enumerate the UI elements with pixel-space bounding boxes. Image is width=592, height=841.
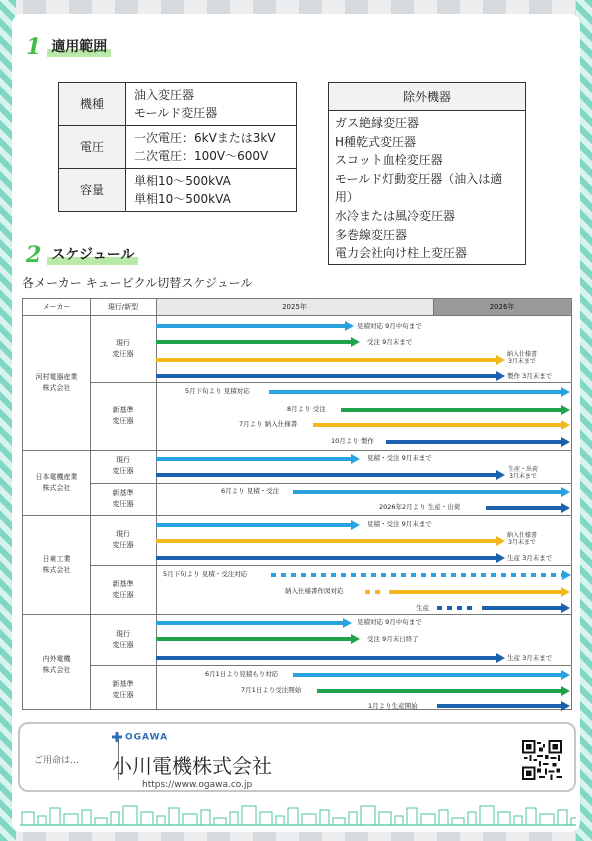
- bar-navy: [386, 440, 562, 444]
- spec-row: [59, 169, 297, 212]
- building-outline: [468, 812, 476, 825]
- header-2026: 2026年: [433, 299, 571, 316]
- section-title: 適用範囲: [47, 36, 111, 57]
- label: 8月より 受注: [287, 405, 326, 413]
- building-outline: [38, 816, 46, 825]
- building-outline: [540, 814, 554, 825]
- label: 生産 3月末まで: [507, 554, 553, 562]
- building-outline: [95, 818, 107, 825]
- label: 7月1日より受注開始: [241, 686, 302, 694]
- building-outline: [349, 812, 357, 825]
- bar-yellow: [389, 590, 562, 594]
- status-new: [90, 679, 156, 701]
- section-title: スケジュール: [47, 244, 138, 265]
- building-outline: [50, 808, 60, 825]
- label: 5月下旬より 見積・受注対応: [163, 570, 248, 578]
- label-line: 納入仕様書: [507, 532, 538, 539]
- status-current: [90, 629, 156, 651]
- building-outline: [64, 814, 78, 825]
- header-status: 現行/新型: [90, 299, 156, 316]
- label: 受注 9月末まで: [367, 338, 413, 346]
- maker-nihon-denki: [23, 472, 90, 494]
- spec-line: 油入変圧器: [134, 88, 195, 102]
- spec-value: [126, 126, 297, 169]
- building-outline: [361, 806, 375, 825]
- spec-header: 容量: [59, 169, 126, 212]
- qr-code-icon[interactable]: [522, 740, 562, 780]
- label: 1月より生産開始: [368, 702, 418, 710]
- status-line: 変圧器: [112, 467, 134, 475]
- status-line: 変圧器: [112, 500, 134, 508]
- building-outline: [498, 812, 510, 825]
- building-outline: [379, 812, 391, 825]
- label: 10月より 製作: [331, 437, 374, 445]
- website-link[interactable]: https://www.ogawa.co.jp: [142, 780, 253, 790]
- status-line: 新基準: [112, 406, 134, 414]
- grid-line: [23, 515, 571, 516]
- footer-contact-box: [18, 722, 576, 792]
- bar-navy: [156, 473, 497, 477]
- label: 見積・受注 9月末まで: [367, 520, 432, 528]
- spec-row: [59, 126, 297, 169]
- excluded-equipment-box: [328, 82, 526, 265]
- excluded-item: スコット血栓変圧器: [335, 153, 443, 168]
- bar-blue: [293, 490, 562, 494]
- building-outline: [302, 814, 316, 825]
- building-outline: [82, 810, 91, 825]
- spec-line: 一次電圧：6kVまたは3kV: [134, 131, 276, 145]
- spec-line: モールド変圧器: [134, 106, 218, 120]
- maker-naigai: [23, 654, 90, 676]
- status-new: [90, 488, 156, 510]
- header-maker: メーカー: [23, 299, 90, 316]
- building-outline: [169, 808, 179, 825]
- maker-name-line: 日本電機産業: [35, 473, 78, 481]
- excluded-item: モールド灯動変圧器（油入は適用）: [335, 171, 503, 205]
- maker-name-line: 河村電器産業: [35, 373, 78, 381]
- spec-header: 機種: [59, 83, 126, 126]
- building-outline: [183, 814, 197, 825]
- building-outline: [288, 808, 298, 825]
- status-line: 現行: [116, 339, 130, 347]
- maker-nitto: [23, 554, 90, 576]
- building-outline: [320, 810, 329, 825]
- building-outline: [214, 818, 226, 825]
- maker-name-line: 株式会社: [42, 384, 71, 392]
- schedule-subtitle: 各メーカー キュービクル切替スケジュール: [22, 276, 253, 290]
- status-current: [90, 338, 156, 360]
- maker-name-line: 株式会社: [42, 484, 71, 492]
- bar-blue: [156, 523, 352, 527]
- bar-navy: [437, 704, 562, 708]
- grid-line: [90, 565, 571, 566]
- building-outline: [421, 814, 435, 825]
- status-current: [90, 455, 156, 477]
- spec-line: 単相10～500kVA: [134, 192, 231, 206]
- status-line: 変圧器: [112, 417, 134, 425]
- label: [507, 533, 537, 546]
- status-line: 変圧器: [112, 641, 134, 649]
- label-line: 生産・出荷: [508, 466, 539, 473]
- section-2-heading: [26, 242, 138, 268]
- excluded-title: 除外機器: [329, 83, 525, 111]
- ogawa-logo: [112, 732, 168, 743]
- spec-row: [59, 83, 297, 126]
- label: 2026年2月より 生産・出荷: [379, 503, 461, 511]
- label: [507, 352, 537, 365]
- building-outline: [480, 806, 494, 825]
- bar-blue: [156, 324, 346, 328]
- townscape-illustration: [20, 802, 576, 826]
- status-line: 変圧器: [112, 691, 134, 699]
- bar-green: [156, 340, 352, 344]
- bar-blue: [293, 673, 562, 677]
- building-outline: [407, 808, 417, 825]
- spec-header: 電圧: [59, 126, 126, 169]
- bar-blue-dashed: [271, 573, 562, 577]
- bar-navy: [156, 656, 497, 660]
- building-outline: [242, 806, 256, 825]
- label: 生産 3月末まで: [507, 654, 553, 662]
- bar-blue: [156, 621, 344, 625]
- excluded-item: H種乾式変圧器: [335, 134, 417, 149]
- bar-green: [156, 637, 352, 641]
- bar-yellow: [313, 423, 562, 427]
- bar-blue: [269, 390, 562, 394]
- building-outline: [157, 816, 165, 825]
- bar-navy: [486, 506, 562, 510]
- building-outline: [201, 810, 210, 825]
- label: 見積・受注 9月末まで: [367, 454, 432, 462]
- label-line: 3月末まで: [508, 357, 536, 365]
- label: 受注 9月末日終了: [367, 635, 419, 643]
- label: 6月1日より見積もり対応: [205, 670, 279, 678]
- excluded-item: 電力会社向け柱上変圧器: [335, 246, 468, 261]
- building-outline: [452, 818, 464, 825]
- label-line: 3月末まで: [508, 538, 536, 546]
- schedule-gantt: [22, 298, 572, 710]
- building-outline: [123, 806, 137, 825]
- label-line: 3月末まで: [509, 472, 537, 480]
- building-outline: [260, 812, 272, 825]
- label: 製作 3月末まで: [507, 372, 553, 380]
- maker-kawamura: [23, 372, 90, 394]
- building-outline: [230, 812, 238, 825]
- status-line: 新基準: [112, 580, 134, 588]
- section-number: 2: [26, 242, 42, 268]
- label: 見積対応 9月中旬まで: [357, 322, 422, 330]
- spec-value: [126, 83, 297, 126]
- building-outline: [514, 816, 522, 825]
- excluded-item: 水冷または風冷変圧器: [335, 208, 456, 223]
- status-new: [90, 579, 156, 601]
- status-line: 変圧器: [112, 541, 134, 549]
- section-number: 1: [26, 34, 42, 60]
- label: 生産: [416, 604, 429, 612]
- grid-line: [23, 450, 571, 451]
- excluded-list: [329, 111, 525, 264]
- building-outline: [141, 812, 153, 825]
- section-1-heading: [26, 34, 111, 60]
- arrow-head: [562, 570, 571, 580]
- building-outline: [333, 818, 345, 825]
- company-name: 小川電機株式会社: [112, 754, 272, 778]
- maker-name-line: 日東工業: [42, 555, 71, 563]
- building-outline: [526, 808, 536, 825]
- maker-name-line: 内外電機: [42, 655, 71, 663]
- bar-navy: [156, 556, 497, 560]
- building-outline: [439, 810, 448, 825]
- excluded-item: 多巻線変圧器: [335, 227, 408, 242]
- ogawa-logo-icon: [112, 732, 122, 742]
- bar-blue: [156, 457, 352, 461]
- label: 7月より 納入仕様書: [239, 420, 298, 428]
- label: 見積対応 9月中旬まで: [357, 618, 422, 626]
- bar-yellow-dashed: [365, 590, 381, 594]
- grid-line: [90, 483, 571, 484]
- status-line: 現行: [116, 630, 130, 638]
- building-outline: [571, 818, 576, 825]
- label-line: 納入仕様書: [507, 351, 538, 358]
- label: 納入仕様書作図対応: [285, 587, 344, 595]
- grid-line: [90, 665, 571, 666]
- bar-yellow: [156, 358, 497, 362]
- building-outline: [395, 816, 403, 825]
- status-line: 新基準: [112, 489, 134, 497]
- status-line: 変圧器: [112, 591, 134, 599]
- contact-label: ご用命は…: [34, 756, 80, 766]
- spec-value: [126, 169, 297, 212]
- spec-table: [58, 82, 297, 212]
- bar-yellow: [156, 539, 497, 543]
- bar-green: [341, 408, 562, 412]
- spec-line: 二次電圧：100V～600V: [134, 149, 269, 163]
- building-outline: [276, 816, 284, 825]
- status-line: 現行: [116, 530, 130, 538]
- building-outline: [22, 812, 34, 825]
- bar-navy: [482, 606, 562, 610]
- logo-text: OGAWA: [125, 732, 169, 743]
- status-line: 変圧器: [112, 350, 134, 358]
- grid-line: [90, 382, 571, 383]
- grid-line: [433, 299, 434, 316]
- status-current: [90, 529, 156, 551]
- spec-line: 単相10～500kVA: [134, 174, 231, 188]
- building-outline: [111, 812, 119, 825]
- maker-name-line: 株式会社: [42, 566, 71, 574]
- status-line: 新基準: [112, 680, 134, 688]
- status-new: [90, 405, 156, 427]
- status-line: 現行: [116, 456, 130, 464]
- label: 6月より 見積・受注: [221, 487, 280, 495]
- bar-navy: [156, 374, 497, 378]
- maker-name-line: 株式会社: [42, 666, 71, 674]
- header-2025: 2025年: [156, 299, 433, 316]
- bar-navy-dashed: [437, 606, 473, 610]
- bar-green: [317, 689, 562, 693]
- excluded-item: ガス絶縁変圧器: [335, 116, 420, 130]
- label: 5月下旬より 見積対応: [185, 387, 250, 395]
- grid-line: [23, 614, 571, 615]
- building-outline: [558, 810, 567, 825]
- label: [508, 467, 538, 480]
